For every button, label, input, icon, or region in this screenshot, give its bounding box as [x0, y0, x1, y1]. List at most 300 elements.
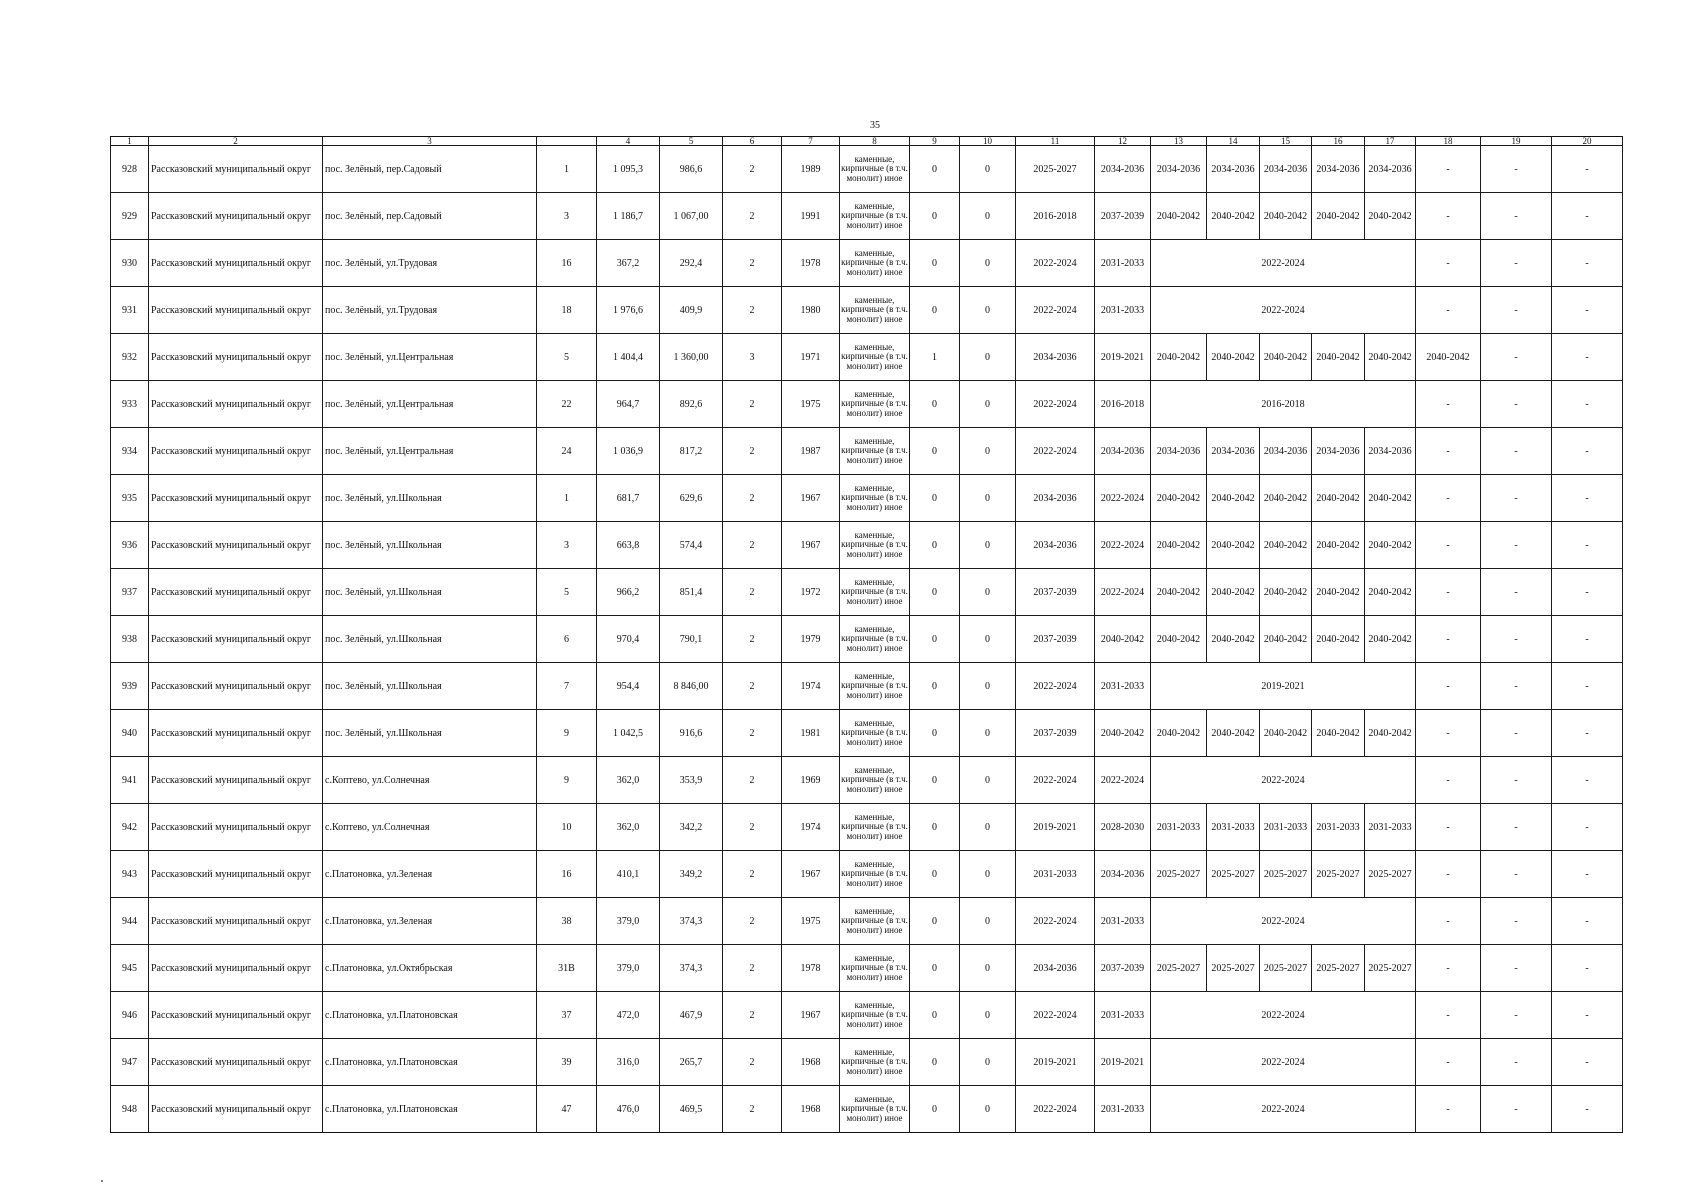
col16-period-cell: 2040-2042: [1312, 334, 1365, 381]
col9-cell: 0: [910, 240, 960, 287]
col15-period-cell: 2040-2042: [1260, 616, 1312, 663]
row-number-cell: 935: [111, 475, 149, 522]
address-cell: с.Платоновка, ул.Платоновская: [323, 992, 537, 1039]
house-number-cell: 9: [537, 710, 597, 757]
col11-period-cell: 2031-2033: [1016, 851, 1095, 898]
merged-period-cell: 2019-2021: [1151, 663, 1416, 710]
col20-cell: -: [1552, 146, 1623, 193]
total-area-cell: 476,0: [597, 1086, 660, 1133]
table-row: [111, 334, 1623, 381]
living-area-cell: 374,3: [660, 898, 723, 945]
total-area-cell: 954,4: [597, 663, 660, 710]
col11-period-cell: 2025-2027: [1016, 146, 1095, 193]
col13-period-cell: 2040-2042: [1151, 193, 1207, 240]
wall-material-cell: каменные, кирпичные (в т.ч. монолит) иное: [840, 663, 910, 710]
district-cell: Рассказовский муниципальный округ: [149, 992, 323, 1039]
table-row: [111, 287, 1623, 334]
wall-material-cell: каменные, кирпичные (в т.ч. монолит) иное: [840, 475, 910, 522]
col13-period-cell: 2040-2042: [1151, 334, 1207, 381]
total-area-cell: 966,2: [597, 569, 660, 616]
merged-period-cell: 2022-2024: [1151, 240, 1416, 287]
build-year-cell: 1968: [782, 1086, 840, 1133]
col12-period-cell: 2034-2036: [1095, 851, 1151, 898]
district-cell: Рассказовский муниципальный округ: [149, 757, 323, 804]
row-number-cell: 939: [111, 663, 149, 710]
page-number: 35: [870, 120, 880, 131]
col12-period-cell: 2034-2036: [1095, 428, 1151, 475]
column-number: 3: [323, 137, 537, 146]
col18-cell: -: [1416, 1086, 1481, 1133]
address-cell: пос. Зелёный, ул.Центральная: [323, 381, 537, 428]
address-cell: пос. Зелёный, ул.Центральная: [323, 334, 537, 381]
col17-period-cell: 2040-2042: [1365, 569, 1416, 616]
build-year-cell: 1978: [782, 945, 840, 992]
col18-cell: -: [1416, 898, 1481, 945]
col19-cell: -: [1481, 757, 1552, 804]
col9-cell: 0: [910, 193, 960, 240]
col9-cell: 0: [910, 616, 960, 663]
col9-cell: 0: [910, 945, 960, 992]
wall-material-cell: каменные, кирпичные (в т.ч. монолит) иное: [840, 1086, 910, 1133]
col20-cell: -: [1552, 663, 1623, 710]
living-area-cell: 409,9: [660, 287, 723, 334]
merged-period-cell: 2022-2024: [1151, 1039, 1416, 1086]
address-cell: пос. Зелёный, ул.Школьная: [323, 710, 537, 757]
living-area-cell: 342,2: [660, 804, 723, 851]
table-row: [111, 569, 1623, 616]
total-area-cell: 1 404,4: [597, 334, 660, 381]
build-year-cell: 1975: [782, 381, 840, 428]
col13-period-cell: 2034-2036: [1151, 428, 1207, 475]
col20-cell: -: [1552, 945, 1623, 992]
col15-period-cell: 2034-2036: [1260, 146, 1312, 193]
col10-cell: 0: [960, 804, 1016, 851]
col20-cell: -: [1552, 193, 1623, 240]
col11-period-cell: 2016-2018: [1016, 193, 1095, 240]
col17-period-cell: 2031-2033: [1365, 804, 1416, 851]
column-number: 7: [782, 137, 840, 146]
col9-cell: 0: [910, 146, 960, 193]
wall-material-cell: каменные, кирпичные (в т.ч. монолит) иное: [840, 381, 910, 428]
col18-cell: -: [1416, 146, 1481, 193]
house-number-cell: 1: [537, 146, 597, 193]
house-number-cell: 24: [537, 428, 597, 475]
row-number-cell: 947: [111, 1039, 149, 1086]
living-area-cell: 467,9: [660, 992, 723, 1039]
col19-cell: -: [1481, 193, 1552, 240]
address-cell: с.Коптево, ул.Солнечная: [323, 757, 537, 804]
row-number-cell: 938: [111, 616, 149, 663]
col20-cell: -: [1552, 898, 1623, 945]
col13-period-cell: 2031-2033: [1151, 804, 1207, 851]
col18-cell: -: [1416, 616, 1481, 663]
wall-material-cell: каменные, кирпичные (в т.ч. монолит) иное: [840, 757, 910, 804]
col12-period-cell: 2031-2033: [1095, 240, 1151, 287]
floors-cell: 2: [723, 898, 782, 945]
col9-cell: 0: [910, 851, 960, 898]
living-area-cell: 8 846,00: [660, 663, 723, 710]
col13-period-cell: 2034-2036: [1151, 146, 1207, 193]
col14-period-cell: 2040-2042: [1207, 475, 1260, 522]
address-cell: пос. Зелёный, ул.Школьная: [323, 475, 537, 522]
col20-cell: -: [1552, 569, 1623, 616]
total-area-cell: 681,7: [597, 475, 660, 522]
wall-material-cell: каменные, кирпичные (в т.ч. монолит) иное: [840, 287, 910, 334]
total-area-cell: 663,8: [597, 522, 660, 569]
col12-period-cell: 2016-2018: [1095, 381, 1151, 428]
col10-cell: 0: [960, 193, 1016, 240]
build-year-cell: 1974: [782, 663, 840, 710]
col19-cell: -: [1481, 1086, 1552, 1133]
house-number-cell: 18: [537, 287, 597, 334]
col14-period-cell: 2040-2042: [1207, 522, 1260, 569]
col20-cell: -: [1552, 804, 1623, 851]
address-cell: с.Коптево, ул.Солнечная: [323, 804, 537, 851]
total-area-cell: 1 095,3: [597, 146, 660, 193]
build-year-cell: 1989: [782, 146, 840, 193]
col10-cell: 0: [960, 898, 1016, 945]
col11-period-cell: 2022-2024: [1016, 757, 1095, 804]
column-number: 15: [1260, 137, 1312, 146]
wall-material-cell: каменные, кирпичные (в т.ч. монолит) иное: [840, 193, 910, 240]
col19-cell: -: [1481, 146, 1552, 193]
merged-period-cell: 2022-2024: [1151, 1086, 1416, 1133]
col18-cell: -: [1416, 757, 1481, 804]
register-body: [111, 137, 1623, 1133]
col11-period-cell: 2022-2024: [1016, 898, 1095, 945]
build-year-cell: 1987: [782, 428, 840, 475]
total-area-cell: 970,4: [597, 616, 660, 663]
total-area-cell: 316,0: [597, 1039, 660, 1086]
table-row: [111, 616, 1623, 663]
col11-period-cell: 2019-2021: [1016, 1039, 1095, 1086]
living-area-cell: 790,1: [660, 616, 723, 663]
table-row: [111, 757, 1623, 804]
col14-period-cell: 2040-2042: [1207, 334, 1260, 381]
floors-cell: 2: [723, 804, 782, 851]
col18-cell: -: [1416, 663, 1481, 710]
house-number-cell: 7: [537, 663, 597, 710]
col14-period-cell: 2034-2036: [1207, 146, 1260, 193]
district-cell: Рассказовский муниципальный округ: [149, 287, 323, 334]
col9-cell: 0: [910, 710, 960, 757]
table-row: [111, 146, 1623, 193]
col12-period-cell: 2037-2039: [1095, 193, 1151, 240]
col9-cell: 0: [910, 757, 960, 804]
col15-period-cell: 2025-2027: [1260, 945, 1312, 992]
col20-cell: -: [1552, 287, 1623, 334]
col19-cell: -: [1481, 992, 1552, 1039]
row-number-cell: 941: [111, 757, 149, 804]
district-cell: Рассказовский муниципальный округ: [149, 945, 323, 992]
row-number-cell: 948: [111, 1086, 149, 1133]
col15-period-cell: 2040-2042: [1260, 334, 1312, 381]
col11-period-cell: 2034-2036: [1016, 334, 1095, 381]
floors-cell: 2: [723, 569, 782, 616]
build-year-cell: 1969: [782, 757, 840, 804]
build-year-cell: 1967: [782, 475, 840, 522]
col11-period-cell: 2037-2039: [1016, 616, 1095, 663]
row-number-cell: 930: [111, 240, 149, 287]
column-number: 12: [1095, 137, 1151, 146]
row-number-cell: 940: [111, 710, 149, 757]
total-area-cell: 1 186,7: [597, 193, 660, 240]
total-area-cell: 410,1: [597, 851, 660, 898]
col12-period-cell: 2034-2036: [1095, 146, 1151, 193]
build-year-cell: 1967: [782, 522, 840, 569]
col9-cell: 1: [910, 334, 960, 381]
merged-period-cell: 2022-2024: [1151, 287, 1416, 334]
col19-cell: -: [1481, 569, 1552, 616]
col11-period-cell: 2022-2024: [1016, 428, 1095, 475]
col10-cell: 0: [960, 851, 1016, 898]
col10-cell: 0: [960, 381, 1016, 428]
build-year-cell: 1979: [782, 616, 840, 663]
col12-period-cell: 2022-2024: [1095, 757, 1151, 804]
total-area-cell: 379,0: [597, 898, 660, 945]
build-year-cell: 1978: [782, 240, 840, 287]
house-number-cell: 5: [537, 569, 597, 616]
col18-cell: -: [1416, 992, 1481, 1039]
col9-cell: 0: [910, 569, 960, 616]
floors-cell: 2: [723, 146, 782, 193]
merged-period-cell: 2022-2024: [1151, 898, 1416, 945]
col19-cell: -: [1481, 851, 1552, 898]
housing-register-table: [110, 136, 1623, 1133]
col12-period-cell: 2031-2033: [1095, 898, 1151, 945]
district-cell: Рассказовский муниципальный округ: [149, 569, 323, 616]
col14-period-cell: 2025-2027: [1207, 851, 1260, 898]
column-number: 20: [1552, 137, 1623, 146]
col19-cell: -: [1481, 616, 1552, 663]
table-row: [111, 428, 1623, 475]
address-cell: пос. Зелёный, ул.Школьная: [323, 522, 537, 569]
col10-cell: 0: [960, 146, 1016, 193]
col10-cell: 0: [960, 334, 1016, 381]
total-area-cell: 1 976,6: [597, 287, 660, 334]
house-number-cell: 37: [537, 992, 597, 1039]
total-area-cell: 964,7: [597, 381, 660, 428]
col17-period-cell: 2025-2027: [1365, 945, 1416, 992]
col18-cell: -: [1416, 1039, 1481, 1086]
build-year-cell: 1981: [782, 710, 840, 757]
col14-period-cell: 2031-2033: [1207, 804, 1260, 851]
address-cell: пос. Зелёный, ул.Школьная: [323, 569, 537, 616]
address-cell: пос. Зелёный, ул.Школьная: [323, 616, 537, 663]
col11-period-cell: 2019-2021: [1016, 804, 1095, 851]
col11-period-cell: 2037-2039: [1016, 569, 1095, 616]
district-cell: Рассказовский муниципальный округ: [149, 146, 323, 193]
col12-period-cell: 2031-2033: [1095, 1086, 1151, 1133]
floors-cell: 2: [723, 1086, 782, 1133]
col13-period-cell: 2040-2042: [1151, 569, 1207, 616]
col18-cell: -: [1416, 240, 1481, 287]
floors-cell: 2: [723, 193, 782, 240]
col16-period-cell: 2031-2033: [1312, 804, 1365, 851]
col18-cell: -: [1416, 945, 1481, 992]
wall-material-cell: каменные, кирпичные (в т.ч. монолит) иное: [840, 240, 910, 287]
address-cell: пос. Зелёный, ул.Трудовая: [323, 240, 537, 287]
table-row: [111, 945, 1623, 992]
col19-cell: -: [1481, 710, 1552, 757]
build-year-cell: 1972: [782, 569, 840, 616]
col18-cell: -: [1416, 193, 1481, 240]
house-number-cell: 6: [537, 616, 597, 663]
table-row: [111, 240, 1623, 287]
house-number-cell: 16: [537, 851, 597, 898]
col13-period-cell: 2040-2042: [1151, 475, 1207, 522]
address-cell: пос. Зелёный, пер.Садовый: [323, 193, 537, 240]
col15-period-cell: 2040-2042: [1260, 710, 1312, 757]
address-cell: пос. Зелёный, ул.Трудовая: [323, 287, 537, 334]
col16-period-cell: 2025-2027: [1312, 945, 1365, 992]
wall-material-cell: каменные, кирпичные (в т.ч. монолит) иное: [840, 569, 910, 616]
row-number-cell: 944: [111, 898, 149, 945]
floors-cell: 2: [723, 945, 782, 992]
col20-cell: -: [1552, 851, 1623, 898]
col12-period-cell: 2019-2021: [1095, 1039, 1151, 1086]
col16-period-cell: 2040-2042: [1312, 710, 1365, 757]
district-cell: Рассказовский муниципальный округ: [149, 475, 323, 522]
col9-cell: 0: [910, 287, 960, 334]
district-cell: Рассказовский муниципальный округ: [149, 240, 323, 287]
col12-period-cell: 2037-2039: [1095, 945, 1151, 992]
col11-period-cell: 2022-2024: [1016, 663, 1095, 710]
column-number: 6: [723, 137, 782, 146]
table-row: [111, 710, 1623, 757]
col9-cell: 0: [910, 475, 960, 522]
col11-period-cell: 2022-2024: [1016, 381, 1095, 428]
floors-cell: 2: [723, 240, 782, 287]
floors-cell: 2: [723, 475, 782, 522]
column-number: 11: [1016, 137, 1095, 146]
total-area-cell: 1 036,9: [597, 428, 660, 475]
floors-cell: 2: [723, 522, 782, 569]
col12-period-cell: 2031-2033: [1095, 663, 1151, 710]
column-number: 2: [149, 137, 323, 146]
col17-period-cell: 2040-2042: [1365, 616, 1416, 663]
col9-cell: 0: [910, 1086, 960, 1133]
col19-cell: -: [1481, 475, 1552, 522]
col12-period-cell: 2022-2024: [1095, 569, 1151, 616]
house-number-cell: 3: [537, 193, 597, 240]
col17-period-cell: 2040-2042: [1365, 193, 1416, 240]
col18-cell: -: [1416, 569, 1481, 616]
wall-material-cell: каменные, кирпичные (в т.ч. монолит) иное: [840, 992, 910, 1039]
col17-period-cell: 2040-2042: [1365, 475, 1416, 522]
col12-period-cell: 2040-2042: [1095, 616, 1151, 663]
column-number: 16: [1312, 137, 1365, 146]
col10-cell: 0: [960, 240, 1016, 287]
col10-cell: 0: [960, 663, 1016, 710]
col12-period-cell: 2019-2021: [1095, 334, 1151, 381]
district-cell: Рассказовский муниципальный округ: [149, 804, 323, 851]
address-cell: с.Платоновка, ул.Зеленая: [323, 851, 537, 898]
col11-period-cell: 2034-2036: [1016, 475, 1095, 522]
floors-cell: 2: [723, 757, 782, 804]
col13-period-cell: 2040-2042: [1151, 710, 1207, 757]
col20-cell: -: [1552, 1039, 1623, 1086]
column-number: 13: [1151, 137, 1207, 146]
living-area-cell: 469,5: [660, 1086, 723, 1133]
col10-cell: 0: [960, 475, 1016, 522]
col11-period-cell: 2037-2039: [1016, 710, 1095, 757]
house-number-cell: 3: [537, 522, 597, 569]
col16-period-cell: 2040-2042: [1312, 522, 1365, 569]
col13-period-cell: 2025-2027: [1151, 851, 1207, 898]
house-number-cell: 39: [537, 1039, 597, 1086]
row-number-cell: 933: [111, 381, 149, 428]
wall-material-cell: каменные, кирпичные (в т.ч. монолит) иное: [840, 146, 910, 193]
district-cell: Рассказовский муниципальный округ: [149, 1039, 323, 1086]
col18-cell: -: [1416, 475, 1481, 522]
table-row: [111, 898, 1623, 945]
living-area-cell: 629,6: [660, 475, 723, 522]
col15-period-cell: 2031-2033: [1260, 804, 1312, 851]
col18-cell: -: [1416, 381, 1481, 428]
district-cell: Рассказовский муниципальный округ: [149, 381, 323, 428]
col10-cell: 0: [960, 945, 1016, 992]
living-area-cell: 916,6: [660, 710, 723, 757]
wall-material-cell: каменные, кирпичные (в т.ч. монолит) иное: [840, 945, 910, 992]
living-area-cell: 817,2: [660, 428, 723, 475]
address-cell: пос. Зелёный, ул.Центральная: [323, 428, 537, 475]
house-number-cell: 1: [537, 475, 597, 522]
col16-period-cell: 2034-2036: [1312, 428, 1365, 475]
col19-cell: -: [1481, 898, 1552, 945]
living-area-cell: 292,4: [660, 240, 723, 287]
col10-cell: 0: [960, 710, 1016, 757]
table-row: [111, 1086, 1623, 1133]
living-area-cell: 986,6: [660, 146, 723, 193]
column-number: 17: [1365, 137, 1416, 146]
col17-period-cell: 2034-2036: [1365, 428, 1416, 475]
build-year-cell: 1967: [782, 851, 840, 898]
wall-material-cell: каменные, кирпичные (в т.ч. монолит) иное: [840, 1039, 910, 1086]
col9-cell: 0: [910, 381, 960, 428]
build-year-cell: 1975: [782, 898, 840, 945]
col9-cell: 0: [910, 1039, 960, 1086]
col9-cell: 0: [910, 898, 960, 945]
table-row: [111, 193, 1623, 240]
column-number: 18: [1416, 137, 1481, 146]
living-area-cell: 574,4: [660, 522, 723, 569]
col12-period-cell: 2031-2033: [1095, 287, 1151, 334]
col20-cell: -: [1552, 1086, 1623, 1133]
column-number: 5: [660, 137, 723, 146]
total-area-cell: 367,2: [597, 240, 660, 287]
column-number: 10: [960, 137, 1016, 146]
district-cell: Рассказовский муниципальный округ: [149, 851, 323, 898]
scan-speck: [101, 1180, 103, 1182]
floors-cell: 2: [723, 428, 782, 475]
district-cell: Рассказовский муниципальный округ: [149, 663, 323, 710]
col14-period-cell: 2040-2042: [1207, 710, 1260, 757]
build-year-cell: 1971: [782, 334, 840, 381]
table-row: [111, 804, 1623, 851]
wall-material-cell: каменные, кирпичные (в т.ч. монолит) иное: [840, 851, 910, 898]
district-cell: Рассказовский муниципальный округ: [149, 898, 323, 945]
living-area-cell: 353,9: [660, 757, 723, 804]
district-cell: Рассказовский муниципальный округ: [149, 710, 323, 757]
col10-cell: 0: [960, 428, 1016, 475]
district-cell: Рассказовский муниципальный округ: [149, 522, 323, 569]
address-cell: пос. Зелёный, ул.Школьная: [323, 663, 537, 710]
wall-material-cell: каменные, кирпичные (в т.ч. монолит) иное: [840, 710, 910, 757]
merged-period-cell: 2016-2018: [1151, 381, 1416, 428]
col14-period-cell: 2040-2042: [1207, 569, 1260, 616]
build-year-cell: 1967: [782, 992, 840, 1039]
